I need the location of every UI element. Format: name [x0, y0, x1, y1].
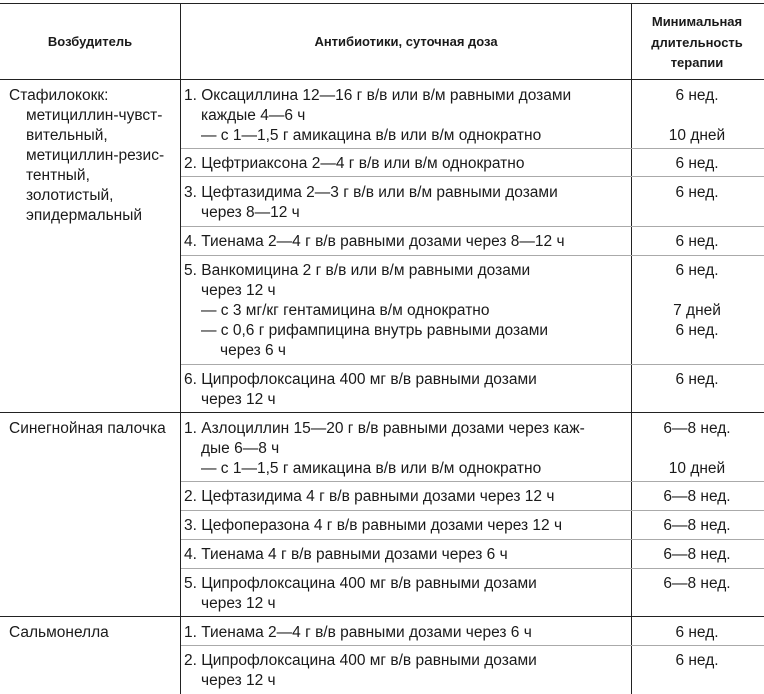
pathogen-staph-line-7: эпидермальный — [26, 207, 143, 224]
staph-duration-1b: 10 дней — [668, 127, 726, 144]
row-rule — [181, 255, 764, 256]
staph-regimen-3-line-2: через 8—12 ч — [201, 204, 300, 221]
table-top-rule — [0, 3, 764, 4]
header-bottom-rule — [0, 79, 764, 80]
header-duration-line-2: длительность — [651, 35, 743, 50]
salm-regimen-1: 1. Тиенама 2—4 г в/в равными дозами через 6 ч — [184, 624, 532, 641]
staph-duration-5b: 7 дней — [673, 302, 721, 319]
pathogen-staph-line-6: золотистый, — [26, 187, 114, 204]
pseudo-regimen-2: 2. Цефтазидима 4 г в/в равными дозами через 12 ч — [184, 488, 555, 505]
row-rule — [181, 226, 764, 227]
pseudo-regimen-4: 4. Тиенама 4 г в/в равными дозами через 6 ч — [184, 546, 508, 563]
staph-regimen-3-line-1: 3. Цефтазидима 2—3 г в/в или в/м равными дозами — [184, 184, 558, 201]
pseudo-duration-2: 6—8 нед. — [663, 488, 731, 505]
pathogen-staph-line-4: метициллин-резис- — [26, 147, 165, 164]
header-duration-line-3: терапии — [670, 55, 724, 70]
staph-regimen-6-line-2: через 12 ч — [201, 391, 276, 408]
row-rule — [181, 539, 764, 540]
pathogen-salmonella: Сальмонелла — [9, 624, 109, 641]
staph-regimen-2: 2. Цефтриаксона 2—4 г в/в или в/м однократно — [184, 155, 525, 172]
staph-duration-1: 6 нед. — [675, 87, 719, 104]
staph-regimen-5-line-5: через 6 ч — [220, 342, 287, 359]
pseudo-duration-3: 6—8 нед. — [663, 517, 731, 534]
pseudo-duration-1b: 10 дней — [668, 460, 726, 477]
staph-regimen-1-line-1: 1. Оксациллина 12—16 г в/в или в/м равными дозами — [184, 87, 572, 104]
pseudo-duration-1: 6—8 нед. — [663, 420, 731, 437]
salm-regimen-2-line-2: через 12 ч — [201, 672, 276, 689]
row-rule — [181, 645, 764, 646]
staph-regimen-1-line-3: — с 1—1,5 г амикацина в/в или в/м однократно — [201, 127, 542, 144]
salm-duration-2: 6 нед. — [675, 652, 719, 669]
row-rule — [181, 364, 764, 365]
staph-regimen-1-line-2: каждые 4—6 ч — [201, 107, 306, 124]
row-rule — [181, 510, 764, 511]
staph-regimen-6-line-1: 6. Ципрофлоксацина 400 мг в/в равными дозами — [184, 371, 537, 388]
staph-regimen-5-line-4: — с 0,6 г рифампицина внутрь равными дозами — [201, 322, 549, 339]
group-rule — [0, 616, 764, 617]
pathogen-staph-line-3: вительный, — [26, 127, 108, 144]
staph-duration-2: 6 нед. — [675, 155, 719, 172]
row-rule — [181, 481, 764, 482]
salm-duration-1: 6 нед. — [675, 624, 719, 641]
column-divider-1 — [180, 3, 181, 694]
group-rule — [0, 412, 764, 413]
pseudo-duration-4: 6—8 нед. — [663, 546, 731, 563]
staph-duration-4: 6 нед. — [675, 233, 719, 250]
pseudo-regimen-3: 3. Цефоперазона 4 г в/в равными дозами через 12 ч — [184, 517, 563, 534]
pathogen-staph-line-5: тентный, — [26, 167, 90, 184]
staph-regimen-5-line-2: через 12 ч — [201, 282, 276, 299]
staph-regimen-5-line-3: — с 3 мг/кг гентамицина в/м однократно — [201, 302, 490, 319]
pseudo-regimen-5-line-2: через 12 ч — [201, 595, 276, 612]
staph-duration-5c: 6 нед. — [675, 322, 719, 339]
row-rule — [181, 568, 764, 569]
pseudo-regimen-1-line-2: дые 6—8 ч — [201, 440, 280, 457]
pseudo-regimen-1-line-3: — с 1—1,5 г амикацина в/в или в/м однократно — [201, 460, 542, 477]
staph-duration-5: 6 нед. — [675, 262, 719, 279]
header-duration-line-1: Минимальная — [651, 14, 743, 29]
staph-regimen-4: 4. Тиенама 2—4 г в/в равными дозами через 8—12 ч — [184, 233, 565, 250]
row-rule — [181, 176, 764, 177]
header-antibiotics: Антибиотики, суточная доза — [314, 34, 498, 49]
salm-regimen-2-line-1: 2. Ципрофлоксацина 400 мг в/в равными дозами — [184, 652, 537, 669]
pseudo-duration-5: 6—8 нед. — [663, 575, 731, 592]
pseudo-regimen-5-line-1: 5. Ципрофлоксацина 400 мг в/в равными дозами — [184, 575, 537, 592]
staph-duration-3: 6 нед. — [675, 184, 719, 201]
pathogen-staph-line-2: метициллин-чувст- — [26, 107, 163, 124]
pathogen-staph-line-1: Стафилококк: — [9, 87, 109, 104]
header-pathogen: Возбудитель — [47, 34, 133, 49]
pathogen-pseudomonas: Синегнойная палочка — [9, 420, 166, 437]
staph-regimen-5-line-1: 5. Ванкомицина 2 г в/в или в/м равными дозами — [184, 262, 531, 279]
row-rule — [181, 148, 764, 149]
staph-duration-6: 6 нед. — [675, 371, 719, 388]
pseudo-regimen-1-line-1: 1. Азлоциллин 15—20 г в/в равными дозами через каж- — [184, 420, 585, 437]
